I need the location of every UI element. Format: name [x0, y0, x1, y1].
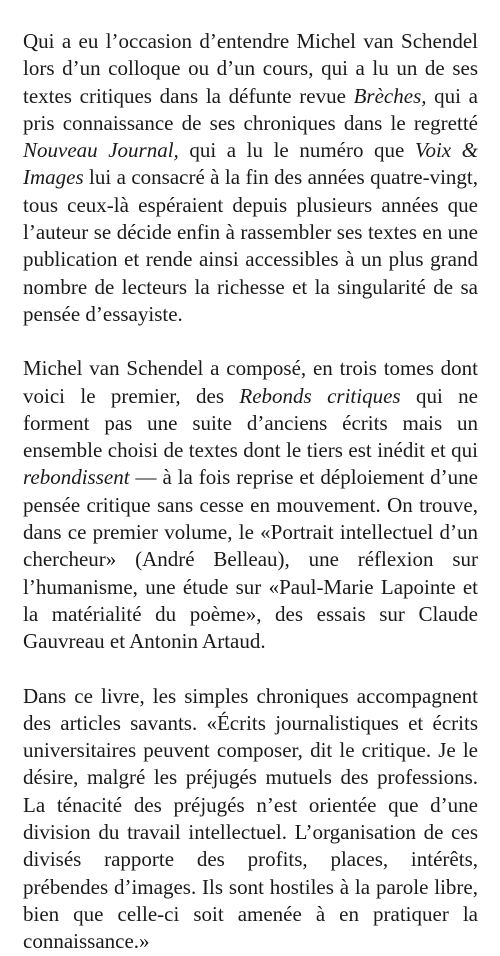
text-segment: lui a consacré à la fin des années quatre-vingt, tous ceux-là espéraient depuis plusieurs années que l’auteur se décide enfin à rassembler ses textes en une publication et rende ainsi accessibles à un plus grand nombre de lecteurs la richesse et la singularité de sa pensée d’essayiste. [23, 165, 478, 326]
text-segment: — à la fois reprise et déploiement d’une pensée critique sans cesse en mouvement. On trouve, dans ce premier volume, le «Portrait intellectuel d’un chercheur» (André Belleau), une réflexion sur l’humanisme, une étude sur «Paul-Marie Lapointe et la matérialité du poème», des essais sur Claude Gauvreau et Antonin Artaud. [23, 465, 478, 654]
text-segment: qui a lu le numéro que [178, 138, 415, 163]
text-segment: Dans ce livre, les simples chroniques accompagnent des articles savants. «Écrits journalistiques et écrits universitaires peuvent composer, dit le critique. Je le désire, malgré les préjugés mutuels des professions. La ténacité des préjugés n’est orientée que d’une division du travail intellectuel. L’organisation de ces divisés rapporte des profits, places, intérêts, prébendes d’images. Ils sont hostiles à la parole libre, bien que celle-ci soit amenée à en pratiquer la connaissance.» [23, 683, 478, 954]
text-segment: qui ne forment pas une suite d’anciens écrits mais un ensemble choisi de textes dont le tiers est inédit et qui [23, 383, 478, 463]
emphasis-rebondissent: rebondissent [23, 465, 130, 490]
text-segment: Qui a eu l’occasion d’entendre Michel van Schendel lors d’un colloque ou d’un cours, qui a lu un de ses textes critiques dans la défunte revue [23, 29, 478, 108]
paragraph-book-description [23, 355, 478, 655]
text-segment: qui a pris connaissance de ses chroniques dans le regretté [23, 83, 479, 135]
journal-title-voix-images: Voix & Images [23, 138, 478, 190]
journal-title-nouveau-journal: Nouveau Journal, [23, 138, 179, 163]
journal-title-breches: Brèches, [353, 83, 427, 108]
paragraph-quote [23, 683, 478, 956]
paragraph-intro [23, 28, 478, 328]
text-segment: Michel van Schendel a composé, en trois tomes dont voici le premier, des [23, 356, 478, 408]
book-title-rebonds-critiques: Rebonds critiques [239, 383, 401, 408]
